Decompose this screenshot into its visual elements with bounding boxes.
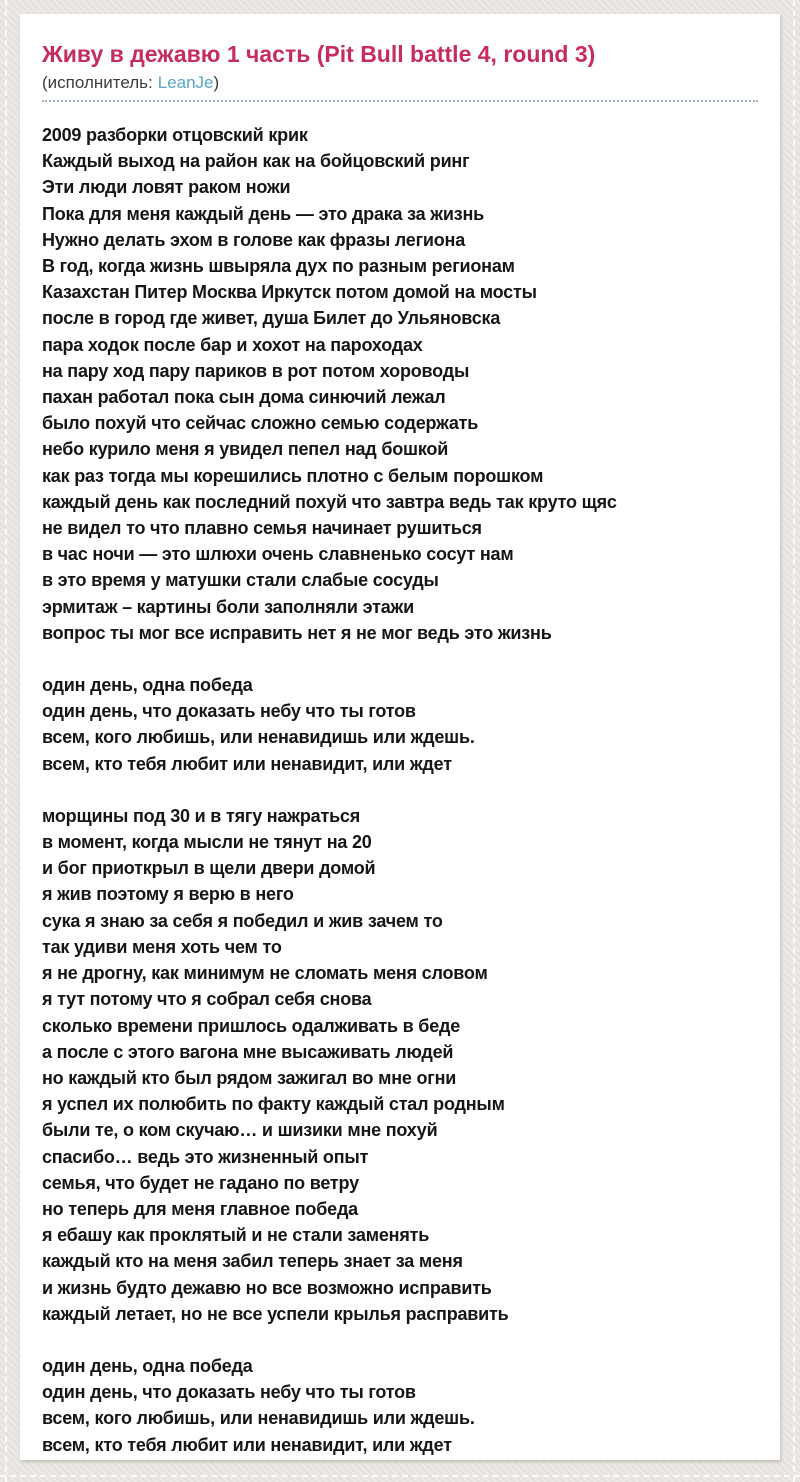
lyric-line: эрмитаж – картины боли заполняли этажи [42,596,414,617]
artist-label: (исполнитель: [42,73,153,92]
lyric-line: я ебашу как проклятый и не стали заменять [42,1225,430,1246]
lyric-line: всем, кого любишь, или ненавидишь или ждешь. [42,1408,475,1429]
lyric-line: 2009 разборки отцовский крик [42,125,308,145]
dotted-separator [42,100,758,102]
lyric-line: пара ходок после бар и хохот на пароходах [42,334,423,355]
lyric-line: были те, о ком скучаю… и шизики мне похуй [42,1120,438,1141]
lyric-line: каждый летает, но не все успели крылья расправить [42,1303,509,1324]
lyric-line: после в город где живет, душа Билет до Ульяновска [42,308,501,329]
lyric-line: каждый день как последний похуй что завтра ведь так круто щяс [42,491,617,512]
lyric-line: один день, одна победа [42,1355,253,1376]
lyric-line: Нужно делать эхом в голове как фразы легиона [42,229,466,250]
stanza [42,672,758,777]
lyric-line: Эти люди ловят раком ножи [42,177,291,198]
lyric-line: вопрос ты мог все исправить нет я не мог ведь это жизнь [42,622,552,643]
lyric-line: В год, когда жизнь швыряла дух по разным регионам [42,256,515,277]
lyric-line: на пару ход пару париков в рот потом хороводы [42,360,470,381]
lyric-line: и жизнь будто дежавю но все возможно исправить [42,1277,492,1298]
song-title: Живу в дежавю 1 часть (Pit Bull battle 4, round 3) [42,41,596,67]
lyric-line: как раз тогда мы корешились плотно с белым порошком [42,465,544,486]
right-edge-stitch [793,0,795,1482]
artist-link[interactable]: LeanJe [157,73,214,92]
lyric-line: один день, одна победа [42,675,253,696]
stanza [42,1353,758,1458]
lyric-line: всем, кого любишь, или ненавидишь или ждешь. [42,727,475,748]
lyric-line: семья, что будет не гадано по ветру [42,1172,359,1193]
lyric-line: в момент, когда мысли не тянут на 20 [42,832,372,853]
lyric-line: пахан работал пока сын дома синючий лежал [42,387,446,408]
lyric-line: сколько времени пришлось одалживать в беде [42,1015,461,1036]
lyric-line: Каждый выход на район как на бойцовский ринг [42,151,470,172]
lyric-line: каждый кто на меня забил теперь знает за меня [42,1251,463,1272]
lyric-line: небо курило меня я увидел пепел над бошкой [42,439,449,460]
bottom-edge-stitch [0,1475,800,1477]
lyric-line: морщины под 30 и в тягу нажраться [42,805,361,826]
lyric-line: но каждый кто был рядом зажигал во мне огни [42,1067,457,1088]
lyric-line: я тут потому что я собрал себя снова [42,989,372,1010]
lyric-line: Казахстан Питер Москва Иркутск потом домой на мосты [42,282,537,303]
lyric-line: в час ночи — это шлюхи очень славненько сосут нам [42,544,514,565]
lyric-line: Пока для меня каждый день — это драка за жизнь [42,203,485,224]
lyric-line: было похуй что сейчас сложно семью содержать [42,413,479,434]
stanza [42,122,758,646]
lyric-line: всем, кто тебя любит или ненавидит, или ждет [42,1434,452,1455]
lyrics-text [42,122,758,1458]
lyric-line: всем, кто тебя любит или ненавидит, или ждет [42,753,452,774]
lyric-line: не видел то что плавно семья начинает рушиться [42,518,482,539]
artist-line [42,72,758,94]
lyric-line: один день, что доказать небу что ты готов [42,701,416,722]
lyric-line: спасибо… ведь это жизненный опыт [42,1146,369,1167]
lyric-line: один день, что доказать небу что ты готов [42,1382,416,1403]
lyric-line: в это время у матушки стали слабые сосуды [42,570,439,591]
lyric-line: но теперь для меня главное победа [42,1198,358,1219]
artist-line-close-paren: ) [213,73,220,92]
left-edge-stitch [5,0,7,1482]
lyric-line: так удиви меня хоть чем то [42,936,282,957]
lyric-line: я жив поэтому я верю в него [42,884,294,905]
stanza [42,803,758,1327]
lyric-line: и бог приоткрыл в щели двери домой [42,858,376,879]
lyric-line: я не дрогну, как минимум не сломать меня словом [42,963,488,984]
lyric-line: сука я знаю за себя я победил и жив зачем то [42,910,443,931]
lyric-line: а после с этого вагона мне высаживать людей [42,1041,454,1062]
lyric-line: я успел их полюбить по факту каждый стал родным [42,1094,505,1115]
lyrics-card [20,14,780,1460]
